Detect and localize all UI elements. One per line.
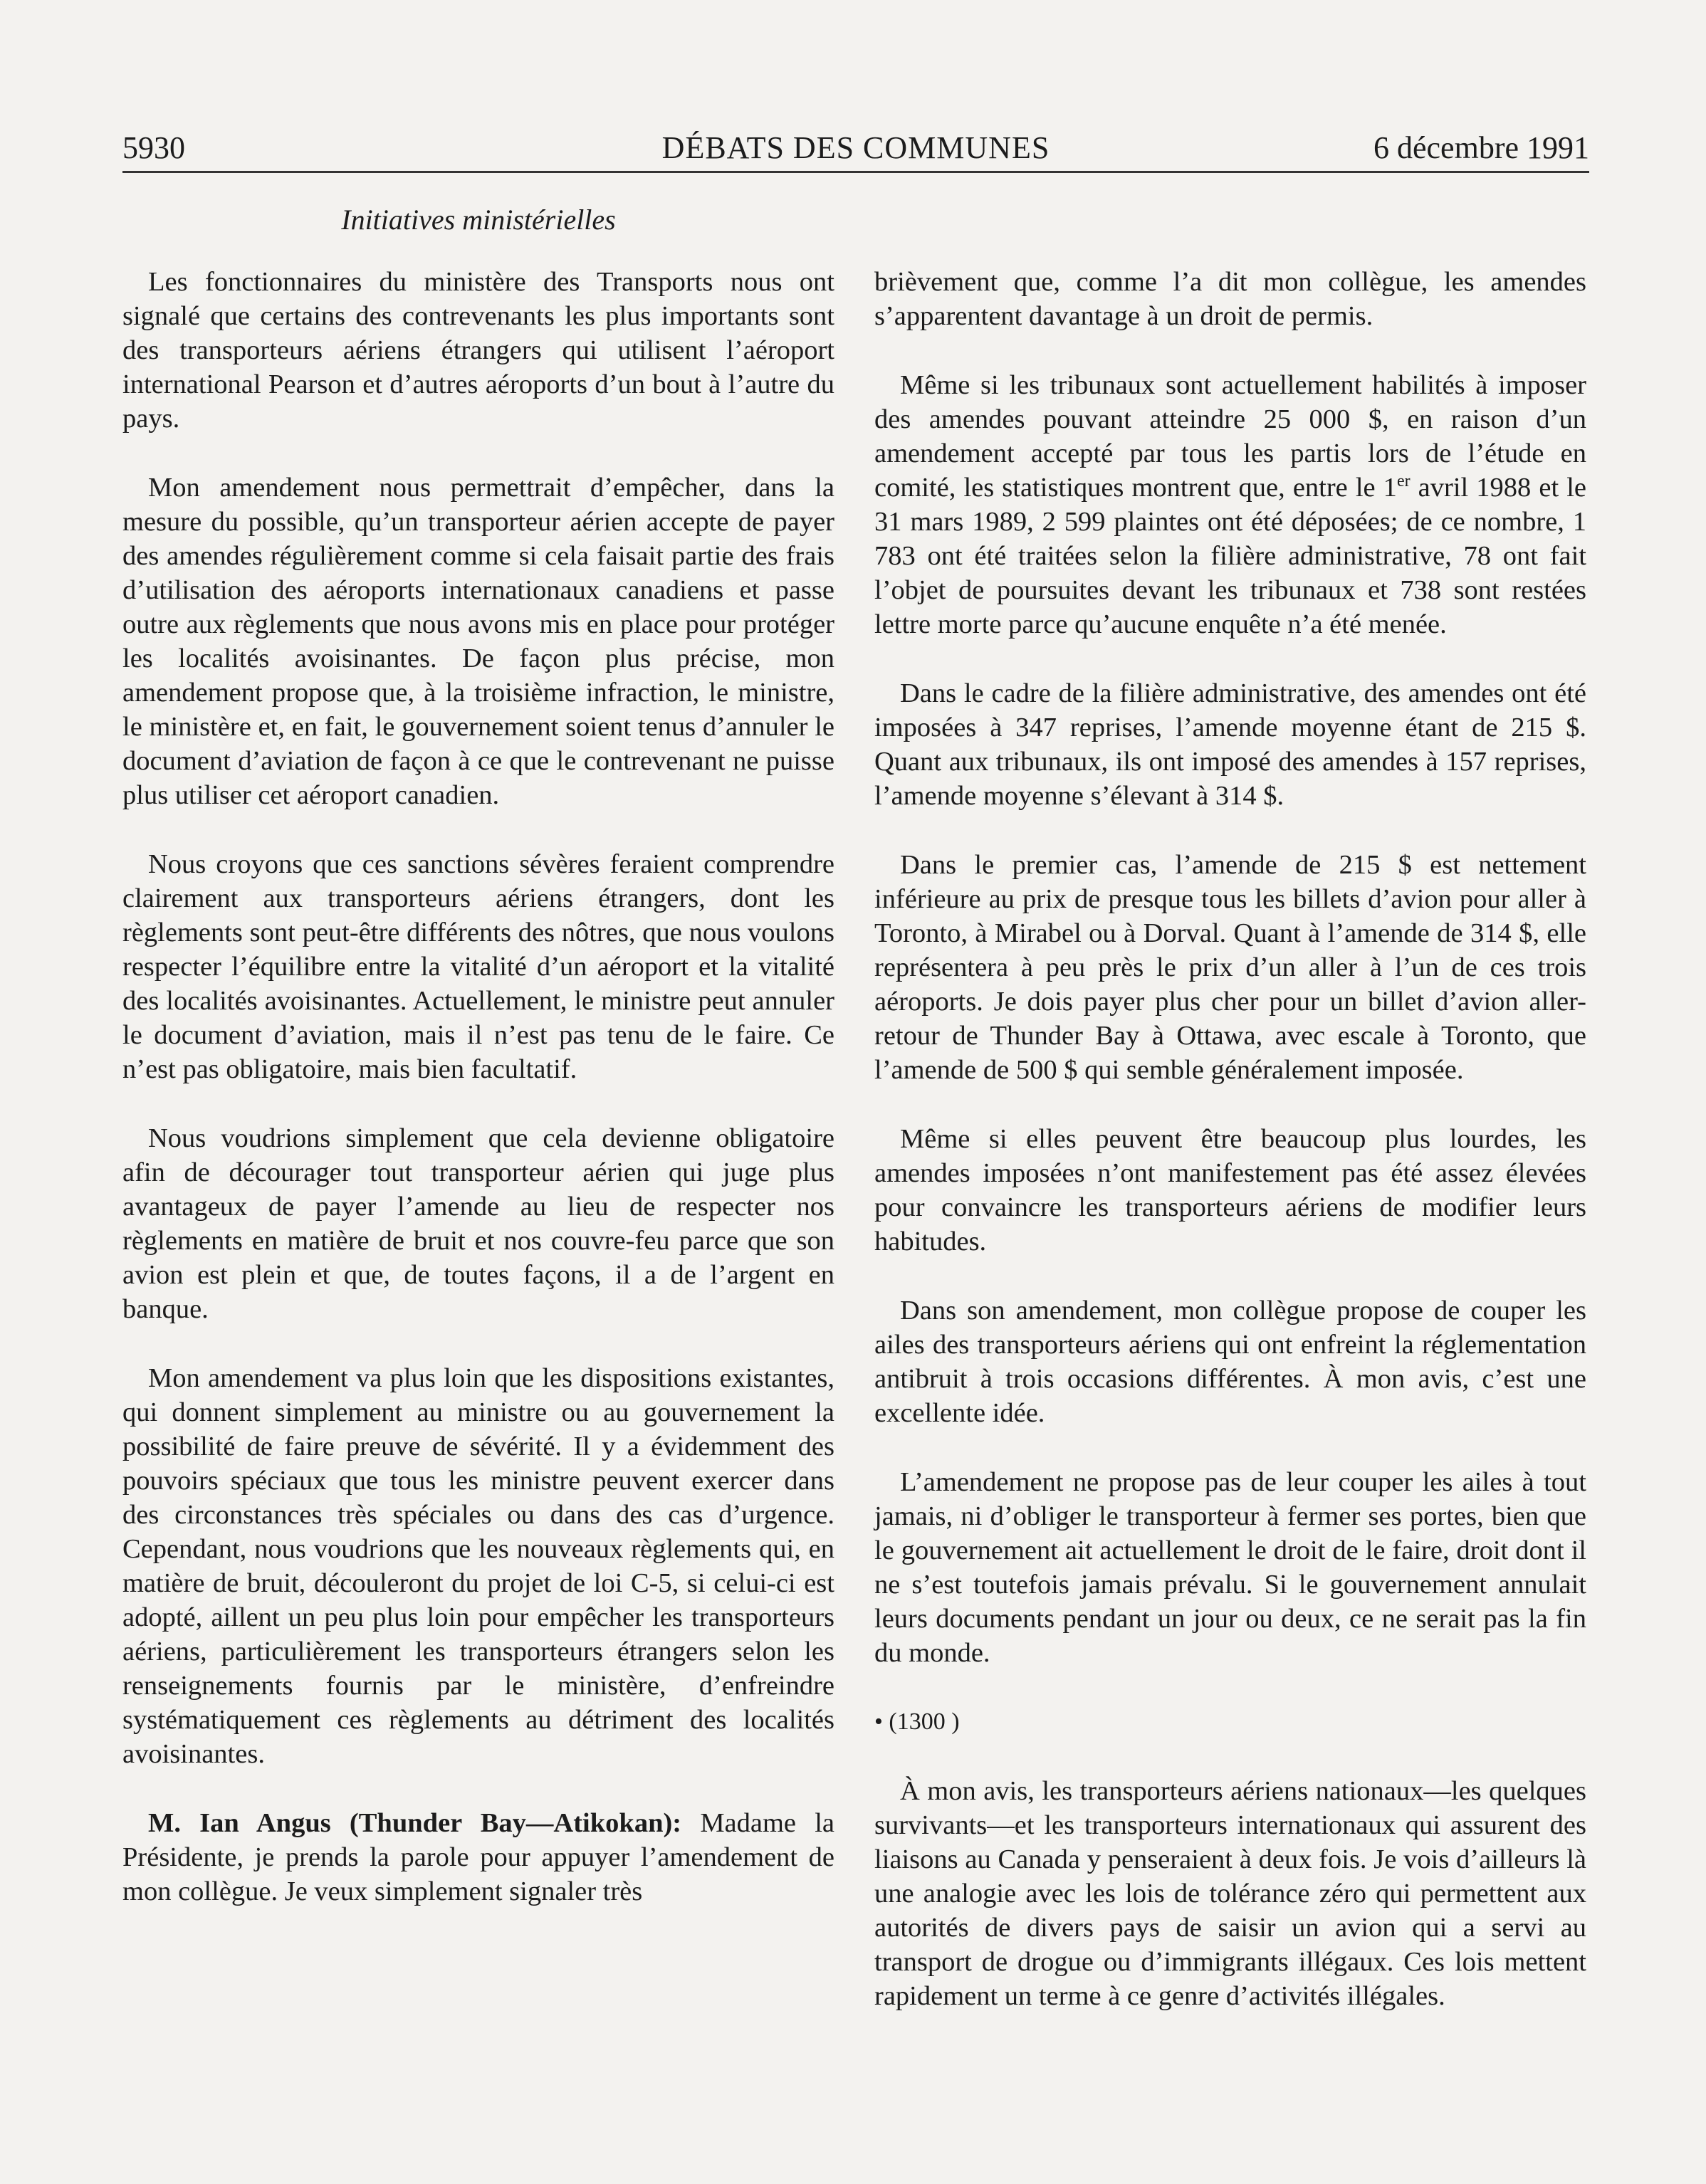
paragraph: Dans son amendement, mon collègue propose de couper les ailes des transporteurs aériens qui ont enfreint la réglementation antibruit à trois occasions différentes. À mon avis, c’est une excellente idée.: [874, 1296, 1586, 1428]
paragraph: [874, 368, 1586, 641]
page-header: [122, 130, 1589, 172]
paragraph: Nous voudrions simplement que cela devienne obligatoire afin de décourager tout transporteur aérien qui juge plus avantageux de payer l’amende au lieu de respecter nos règlements en matière de bruit et nos couvre-feu parce que son avion est plein et que, de toutes façons, il a de l’argent en banque.: [122, 1123, 834, 1324]
time-marker: • (1300 ): [874, 1708, 960, 1735]
paragraph: L’amendement ne propose pas de leur couper les ailes à tout jamais, ni d’obliger le transporteur à fermer ses portes, bien que le gouvernement ait actuellement le droit de le faire, droit dont il ne s’est toutefois jamais prévalu. Si le gouvernement annulait leurs documents pendant un jour ou deux, ce ne serait pas la fin du monde.: [874, 1467, 1586, 1668]
header-rule: [122, 171, 1589, 173]
speech-text: Madame la Présidente, je prends la parole pour appuyer l’amendement de mon collègue. Je veux simplement signaler très: [122, 1808, 834, 1906]
paragraph: Mon amendement va plus loin que les dispositions existantes, qui donnent simplement au ministre ou au gouvernement la possibilité de faire preuve de sévérité. Il y a évidemment des pouvoirs spéciaux que tous les ministre peuvent exercer dans des circonstances très spéciales ou dans des cas d’urgence. Cependant, nous voudrions que les nouveaux règlements qui, en matière de bruit, découleront du projet de loi C-5, si celui-ci est adopté, aillent un peu plus loin pour empêcher les transporteurs aériens, particulièrement les transporteurs étrangers selon les renseignements fournis par le ministère, d’enfreindre systématiquement ces règlements au détriment des localités avoisinantes.: [122, 1363, 834, 1769]
left-column: [122, 265, 834, 1943]
page-number: 5930: [122, 130, 185, 165]
paragraph: Dans le premier cas, l’amende de 215 $ est nettement inférieure au prix de presque tous les billets d’avion pour aller à Toronto, à Mirabel ou à Dorval. Quant à l’amende de 314 $, elle représentera à peu près le prix d’un aller à l’un de ces trois aéroports. Je dois payer plus cher pour un billet d’avion aller-retour de Thunder Bay à Ottawa, avec escale à Toronto, que l’amende de 500 $ qui semble généralement imposée.: [874, 850, 1586, 1085]
paragraph: brièvement que, comme l’a dit mon collègue, les amendes s’apparentent davantage à un droit de permis.: [874, 267, 1586, 331]
paragraph: Mon amendement nous permettrait d’empêcher, dans la mesure du possible, qu’un transporteur aérien accepte de payer des amendes régulièrement comme si cela faisait partie des frais d’utilisation des aéroports internationaux canadiens et passe outre aux règlements que nous avons mis en place pour protéger les localités avoisinantes. De façon plus précise, mon amendement propose que, à la troisième infraction, le ministre, le ministère et, en fait, le gouvernement soient tenus d’annuler le document d’aviation de façon à ce que le contrevenant ne puisse plus utiliser cet aéroport canadien.: [122, 473, 834, 810]
section-title: Initiatives ministérielles: [341, 204, 616, 236]
publication-date: 6 décembre 1991: [1373, 130, 1589, 165]
right-column: [874, 265, 1586, 2048]
paragraph-text: Même si les tribunaux sont actuellement habilités à imposer des amendes pouvant atteindre 25 000 $, en raison d’un amendement accepté par tous les partis lors de l’étude en comité, les statistiques montrent que, entre le 1: [874, 370, 1586, 503]
speaker-name: M. Ian Angus (Thunder Bay—Atikokan):: [148, 1808, 682, 1838]
paragraph: Nous croyons que ces sanctions sévères feraient comprendre clairement aux transporteurs aériens étrangers, dont les règlements sont peut-être différents des nôtres, que nous voulons respecter l’équilibre entre la vitalité d’un aéroport et la vitalité des localités avoisinantes. Actuellement, le ministre peut annuler le document d’aviation, mais il n’est pas tenu de le faire. Ce n’est pas obligatoire, mais bien facultatif.: [122, 849, 834, 1084]
paragraph: Les fonctionnaires du ministère des Transports nous ont signalé que certains des contrevenants les plus importants sont des transporteurs aériens étrangers qui utilisent l’aéroport international Pearson et d’autres aéroports d’un bout à l’autre du pays.: [122, 267, 834, 434]
publication-title: DÉBATS DES COMMUNES: [661, 130, 1050, 165]
superscript: er: [1396, 472, 1411, 491]
speaker-paragraph: [122, 1806, 834, 1909]
paragraph-text: avril 1988 et le 31 mars 1989, 2 599 plaintes ont été déposées; de ce nombre, 1 783 ont été traitées selon la filière administrative, 78 ont fait l’objet de poursuites devant les tribunaux et 738 sont restées lettre morte parce qu’aucune enquête n’a été menée.: [874, 473, 1586, 639]
paragraph: Même si elles peuvent être beaucoup plus lourdes, les amendes imposées n’ont manifestement pas été assez élevées pour convaincre les transporteurs aériens de modifier leurs habitudes.: [874, 1124, 1586, 1256]
paragraph: À mon avis, les transporteurs aériens nationaux—les quelques survivants—et les transporteurs internationaux qui assurent des liaisons au Canada y penseraient à deux fois. Je vois d’ailleurs là une analogie avec les lois de tolérance zéro qui permettent aux autorités de divers pays de saisir un avion qui a servi au transport de drogue ou d’immigrants illégaux. Ces lois mettent rapidement un terme à ce genre d’activités illégales.: [874, 1776, 1586, 2011]
paragraph: Dans le cadre de la filière administrative, des amendes ont été imposées à 347 reprises, l’amende moyenne étant de 215 $. Quant aux tribunaux, ils ont imposé des amendes à 157 reprises, l’amende moyenne s’élevant à 314 $.: [874, 678, 1586, 811]
